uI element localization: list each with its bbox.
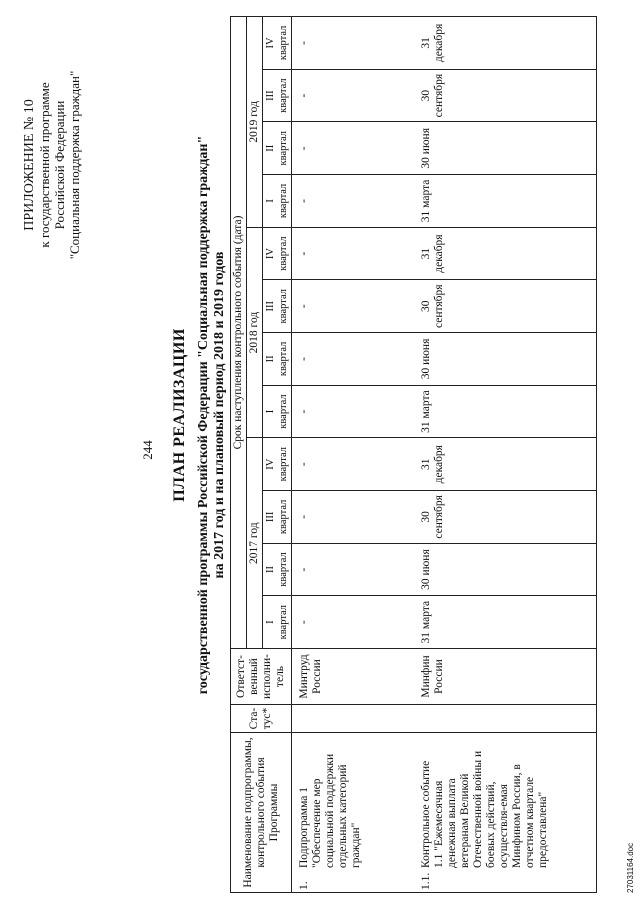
date-cell: 31 декабря (414, 227, 597, 280)
plan-title-period: на 2017 год и на плановый период 2018 и 2019 годов (212, 251, 227, 579)
quarter-roman: I (265, 199, 276, 203)
quarter-word: квартал (278, 25, 289, 61)
quarter-roman: III (265, 300, 276, 312)
date-cell: - (292, 69, 415, 122)
header-quarter (263, 69, 292, 122)
plan-title (172, 105, 228, 725)
quarter-word: квартал (278, 183, 289, 219)
quarter-word: квартал (278, 394, 289, 429)
header-year: 2019 год (247, 16, 263, 227)
header-year: 2017 год (247, 438, 263, 649)
date-cell: 30 июня (414, 333, 597, 386)
date-cell: - (292, 175, 415, 228)
date-cell: 30 сентября (414, 69, 597, 122)
quarter-roman: IV (265, 248, 276, 260)
header-quarter (263, 491, 292, 544)
header-name: Наименование подпрограммы, контрольного события Программы (231, 733, 292, 893)
row-status (292, 705, 415, 733)
header-deadline: Срок наступления контрольного события (дата) (231, 16, 247, 648)
header-quarter (263, 385, 292, 438)
date-cell: - (292, 122, 415, 175)
row-responsible: Минтруд России (292, 649, 415, 705)
date-cell: - (292, 596, 415, 649)
quarter-word: квартал (278, 604, 289, 640)
date-cell: 30 июня (414, 543, 597, 596)
row-name-cell (292, 733, 415, 893)
appendix-line: Российской Федерации (52, 100, 67, 230)
date-cell: 30 сентября (414, 280, 597, 333)
date-cell: - (292, 491, 415, 544)
quarter-word: квартал (278, 131, 289, 166)
date-cell: 31 декабря (414, 438, 597, 491)
appendix-line: "Социальная поддержка граждан" (67, 70, 82, 260)
header-quarter (263, 280, 292, 333)
row-status (414, 705, 597, 733)
quarter-roman: II (265, 566, 276, 574)
date-cell: 31 марта (414, 596, 597, 649)
date-cell: - (292, 385, 415, 438)
table-row (292, 16, 415, 892)
quarter-roman: II (265, 355, 276, 363)
date-cell: - (292, 280, 415, 333)
appendix-block (22, 25, 82, 305)
date-cell: - (292, 333, 415, 386)
page-number: 244 (140, 440, 155, 460)
header-year: 2018 год (247, 227, 263, 438)
appendix-line: к государственной программе (37, 82, 52, 248)
row-name-cell (414, 733, 597, 893)
header-quarter (263, 175, 292, 228)
quarter-roman: II (265, 144, 276, 152)
date-cell: 30 сентября (414, 491, 597, 544)
row-number: 1.1. (420, 872, 432, 890)
date-cell: 30 июня (414, 122, 597, 175)
row-name: Подпрограмма 1 "Обеспечение мер социальной поддержки отдельных категорий граждан" (298, 753, 362, 868)
header-quarter (263, 227, 292, 280)
date-cell: 31 декабря (414, 16, 597, 69)
header-quarter (263, 333, 292, 386)
date-cell: - (292, 543, 415, 596)
date-cell: - (292, 16, 415, 69)
header-quarter (263, 16, 292, 69)
quarter-word: квартал (278, 447, 289, 482)
date-cell: - (292, 227, 415, 280)
quarter-word: квартал (278, 552, 289, 587)
header-quarter (263, 122, 292, 175)
quarter-roman: III (265, 90, 276, 101)
document-code: 27031164.doc (626, 842, 635, 893)
date-cell: 31 марта (414, 385, 597, 438)
quarter-roman: I (265, 620, 276, 624)
row-name: Контрольное событие 1.1 "Ежемесячная денежная выплата ветеранам Великой Отечественной войны и боевых действий, осуществля-емая Минфином России, в отчетном квартале предоставлена" (420, 750, 549, 868)
plan-title-program: государственной программы Российской Федерации "Социальная поддержка граждан" (196, 135, 211, 695)
header-status: Ста-тус* (231, 705, 292, 733)
header-quarter (263, 596, 292, 649)
table-row (414, 16, 597, 892)
quarter-roman: I (265, 409, 276, 414)
header-responsible: Ответст-венный исполни-тель (231, 649, 292, 705)
quarter-word: квартал (278, 78, 289, 113)
row-responsible: Минфин России (414, 649, 597, 705)
row-number: 1. (298, 881, 310, 890)
quarter-word: квартал (278, 341, 289, 377)
date-cell: 31 марта (414, 175, 597, 228)
quarter-roman: III (265, 511, 276, 523)
header-quarter (263, 438, 292, 491)
quarter-word: квартал (278, 499, 289, 535)
plan-title-main: ПЛАН РЕАЛИЗАЦИИ (171, 328, 188, 502)
header-quarter (263, 543, 292, 596)
quarter-word: квартал (278, 236, 289, 271)
appendix-title: ПРИЛОЖЕНИЕ № 10 (22, 99, 37, 231)
plan-table (230, 16, 597, 893)
quarter-word: квартал (278, 289, 289, 324)
quarter-roman: IV (265, 37, 276, 49)
quarter-roman: IV (265, 458, 276, 470)
date-cell: - (292, 438, 415, 491)
